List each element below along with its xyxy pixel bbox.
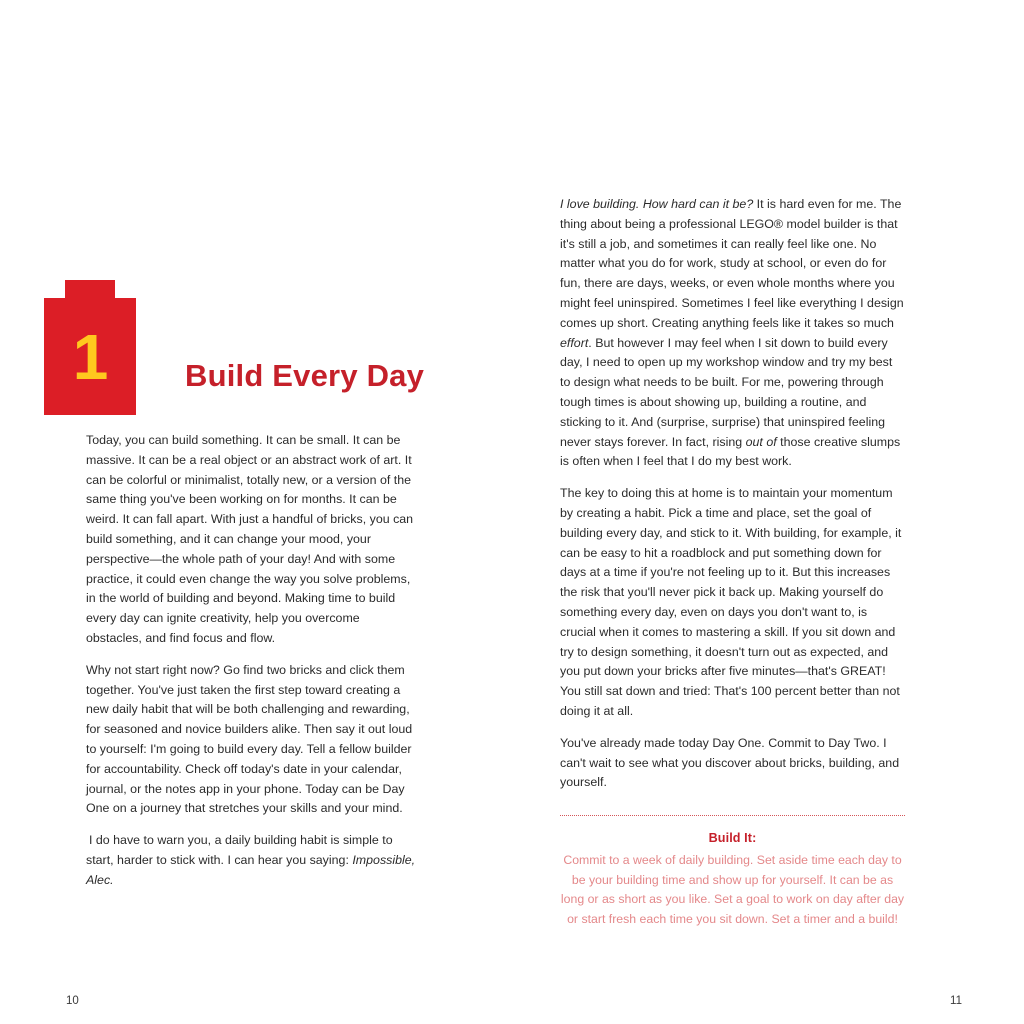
paragraph [560, 195, 905, 472]
right-column-body [560, 195, 905, 929]
paragraph-emphasis: effort [560, 335, 589, 350]
paragraph-emphasis: out of [745, 434, 777, 449]
chapter-header [28, 195, 490, 393]
paragraph: You've already made today Day One. Commit to Day Two. I can't wait to see what you discover about bricks, building, and yourself. [560, 735, 900, 790]
left-column-body [86, 431, 419, 891]
build-it-title: Build It: [708, 831, 757, 846]
chapter-title: Build Every Day [185, 358, 425, 393]
paragraph-text: those creative slumps is often when I feel that I do my best work. [560, 434, 901, 469]
paragraph [86, 831, 419, 890]
paragraph-text: It is hard even for me. The thing about being a professional LEGO® model builder is that it's still a job, and sometimes it can really feel like one. No matter what you do for work, study at school, or even do for fun, there are days, weeks, or even whole months where you might feel uninspired. Sometimes I feel like everything I design comes up short. Creating anything feels like it takes so much [560, 197, 904, 330]
paragraph-text: . But however I may feel when I sit down to build every day, I need to open up my workshop window and try my best to design what needs to be built. For me, powering through tough times is about showing up, building a routine, and sticking to it. And (surprise, surprise) that uninspired feeling never stays forever. In fact, rising [560, 335, 893, 449]
paragraph: The key to doing this at home is to maintain your momentum by creating a habit. Pick a time and place, set the goal of building every day, and stick to it. With building, for example, it can be easy to hit a roadblock and put something down for days at a time if you're not feeling up to it. But this increases the risk that you'll never pick it back up. Making yourself do something every day, even on days you don't want to, is crucial when it comes to mastering a skill. If you sit down and try to design something, it doesn't turn out as expected, and you put down your bricks after five minutes—that's GREAT! You still sat down and tried: That's 100 percent better than not doing it at all. [560, 486, 902, 718]
paragraph: Today, you can build something. It can be small. It can be massive. It can be a real object or an abstract work of art. It can be colorful or minimalist, totally new, or a version of the same thing you've been working on for months. It can be weird. It can fall apart. With just a handful of bricks, you can build something, and it can change your mood, your perspective—the whole path of your day! And with some practice, it could even change the way you solve problems, in the world of building and beyond. Making time to build every day can ignite creativity, help you overcome obstacles, and find focus and flow. [86, 433, 414, 645]
paragraph-emphasis: I love building. How hard can it be? [560, 197, 754, 211]
dotted-divider [560, 815, 905, 817]
page-number-left: 10 [66, 995, 79, 1007]
left-page [28, 195, 490, 1007]
page-number-right: 11 [950, 995, 962, 1007]
paragraph-emphasis: Impossible, Alec. [86, 852, 416, 887]
brick-stud [65, 280, 115, 299]
build-it-body: Commit to a week of daily building. Set aside time each day to be your building time and show up for yourself. It can be as long or as short as you like. Set a goal to work on day after day or start fresh each time you sit down. Set a timer and a build! [560, 853, 905, 926]
build-it-callout [560, 815, 905, 929]
paragraph: Why not start right now? Go find two bricks and click them together. You've just taken the first step toward creating a new daily habit that will be both challenging and rewarding, for seasoned and novice builders alike. Then say it out loud to yourself: I'm going to build every day. Tell a fellow builder for accountability. Check off today's date in your calendar, journal, or the notes app in your phone. Today can be Day One on a journey that stretches your skills and your mind. [86, 662, 413, 816]
chapter-number: 1 [72, 320, 108, 393]
right-page [560, 195, 1000, 1007]
paragraph-text: I do have to warn you, a daily building habit is simple to start, harder to stick with. I can hear you saying: [86, 833, 393, 867]
lego-brick-icon [44, 280, 136, 430]
